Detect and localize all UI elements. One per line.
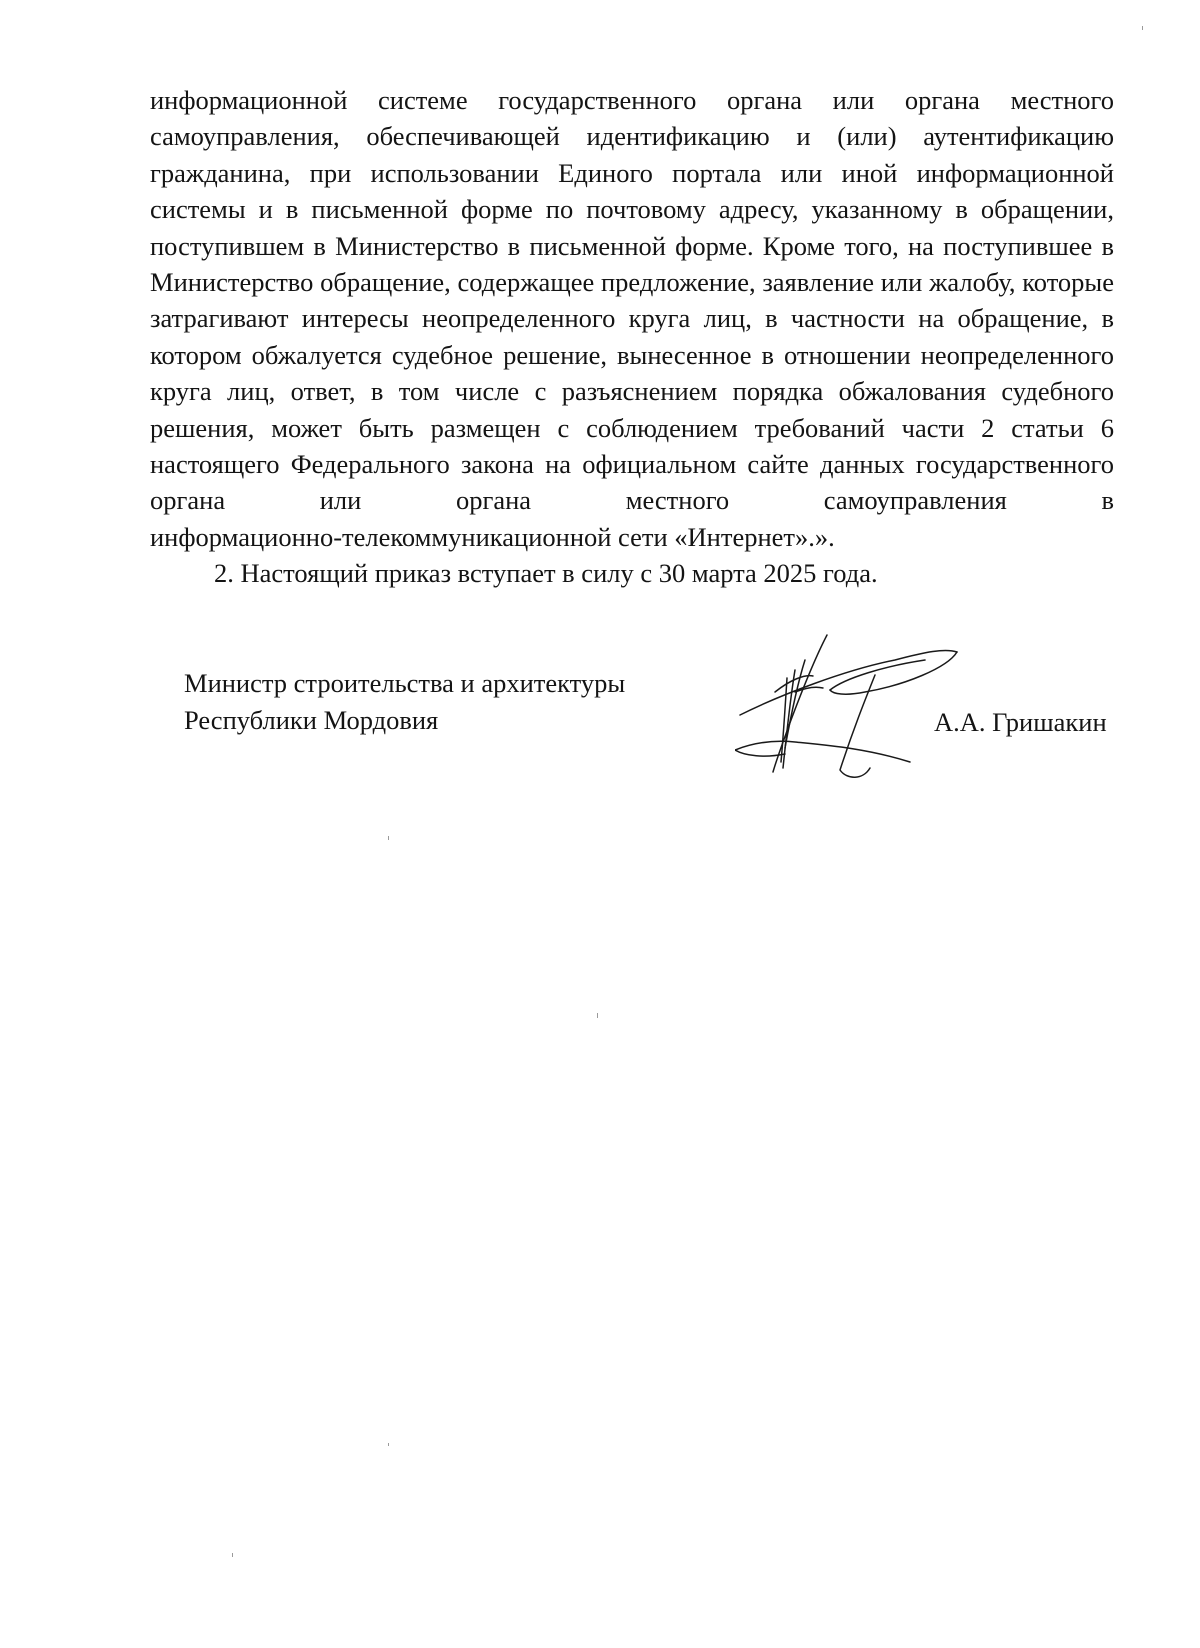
signer-position-line-1: Министр строительства и архитектуры [184,668,626,698]
paragraph-2: 2. Настоящий приказ вступает в силу с 30 марта 2025 года. [214,558,878,588]
order-text-continuation [150,82,1114,555]
scan-speck [388,836,389,840]
scan-speck [232,1553,233,1557]
scan-speck [597,1013,598,1018]
signer-name: А.А. Гришакин [934,707,1107,737]
continuation-last-line: информационно-телекоммуникационной сети «Интернет».». [150,521,835,552]
scan-speck [1142,26,1143,30]
continuation-text: информационной системе государственного органа или органа местного самоуправления, обеспечивающей идентификацию и (или) аутентификацию гражданина, при использовании Единого портала или иной информационной системы и в письменной форме по почтовому адресу, указанному в обращении, поступившем в Министерство в письменной форме. Кроме того, на поступившее в Министерство обращение, содержащее предложение, заявление или жалобу, которые затрагивают интересы неопределенного круга лиц, в частности на обращение, в котором обжалуется судебное решение, вынесенное в отношении неопределенного круга лиц, ответ, в том числе с разъяснением порядка обжалования судебного решения, может быть размещен с соблюдением требований части 2 статьи 6 настоящего Федерального закона на официальном сайте данных государственного органа или органа местного самоуправления в [150,85,1114,516]
signer-position [184,665,625,739]
signer-position-line-2: Республики Мордовия [184,705,439,735]
scan-speck [388,1443,389,1446]
